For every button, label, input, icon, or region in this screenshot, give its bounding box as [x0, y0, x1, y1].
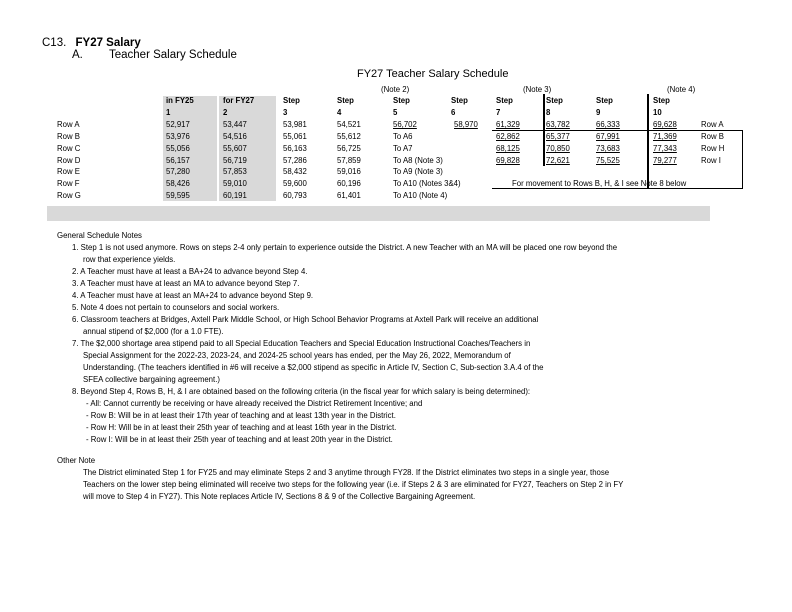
- cell: 60,196: [337, 179, 361, 188]
- cell: 79,277: [653, 156, 677, 165]
- note-7-cont: Understanding. (The teachers identified in #6 will receive a $2,000 stipend as specific in Article IV, Section C, Sub-section 3.A.4 of the: [83, 363, 544, 372]
- col6-step: 6: [451, 108, 456, 117]
- col4-header: Step: [337, 96, 354, 105]
- movement-note: For movement to Rows B, H, & I see Note 8 below: [512, 179, 687, 188]
- note-7-cont: Special Assignment for the 2022-23, 2023-24, and 2024-25 school years has ended, per the May 26, 2022, Memorandum of: [83, 351, 511, 360]
- note-6-cont: annual stipend of $2,000 (for a 1.0 FTE).: [83, 327, 224, 336]
- cell: 66,333: [596, 120, 620, 129]
- cell: 71,369: [653, 132, 677, 141]
- note-7: 7. The $2,000 shortage area stipend paid to all Special Education Teachers and Special Education Instructional Coaches/Teachers in: [72, 339, 531, 348]
- col8-header: Step: [546, 96, 563, 105]
- note-header-step8: (Note 3): [523, 85, 552, 94]
- cell: 56,719: [223, 156, 247, 165]
- cell: To A10 (Notes 3&4): [393, 179, 461, 188]
- cell: 52,917: [166, 120, 190, 129]
- cell: 63,782: [546, 120, 570, 129]
- col9-step: 9: [596, 108, 601, 117]
- table-title: FY27 Teacher Salary Schedule: [357, 68, 509, 80]
- row-label: Row F: [57, 179, 80, 188]
- separator-band: [47, 206, 710, 221]
- col6-header: Step: [451, 96, 468, 105]
- row-right-label: Row B: [701, 132, 724, 141]
- section-code: C13.: [42, 37, 67, 49]
- cell: 53,976: [166, 132, 190, 141]
- cell: 57,280: [166, 167, 190, 176]
- cell: 70,850: [546, 144, 570, 153]
- row-label: Row C: [57, 144, 81, 153]
- col8-step: 8: [546, 108, 551, 117]
- cell: 56,702: [393, 120, 417, 129]
- col2-step: 2: [223, 108, 228, 117]
- note-6: 6. Classroom teachers at Bridges, Axtell Park Middle School, or High School Behavior Programs at Axtell Park will receive an additional: [72, 315, 539, 324]
- cell: 72,621: [546, 156, 570, 165]
- cell: To A9 (Note 3): [393, 167, 443, 176]
- col1-header: in FY25: [166, 96, 194, 105]
- cell: 61,401: [337, 191, 361, 200]
- cell: 67,991: [596, 132, 620, 141]
- criteria-row-i: - Row I: Will be in at least their 25th year of teaching and at least 20th year in the District.: [86, 435, 393, 444]
- note-1-cont: row that experience yields.: [83, 255, 176, 264]
- note-8: 8. Beyond Step 4, Rows B, H, & I are obtained based on the following criteria (in the fiscal year for which salary is being determined):: [72, 387, 531, 396]
- cell: 56,725: [337, 144, 361, 153]
- sub-title: Teacher Salary Schedule: [109, 49, 237, 61]
- cell: 68,125: [496, 144, 520, 153]
- cell: 55,607: [223, 144, 247, 153]
- cell: 59,010: [223, 179, 247, 188]
- col5-header: Step: [393, 96, 410, 105]
- cell: 77,343: [653, 144, 677, 153]
- note-header-step5: (Note 2): [381, 85, 410, 94]
- cell: 55,612: [337, 132, 361, 141]
- criteria-row-h: - Row H: Will be in at least their 25th year of teaching and at least 16th year in the District.: [86, 423, 397, 432]
- section-header: [42, 37, 141, 49]
- cell: 55,061: [283, 132, 307, 141]
- row-label: Row D: [57, 156, 81, 165]
- col1-step: 1: [166, 108, 171, 117]
- note-header-step10: (Note 4): [667, 85, 696, 94]
- row-right-label: Row A: [701, 120, 724, 129]
- row-right-label: Row I: [701, 156, 721, 165]
- note-1: 1. Step 1 is not used anymore. Rows on steps 2-4 only pertain to experience outside the District. A new Teacher with an MA will be placed one row beyond the: [72, 243, 618, 252]
- general-notes-heading: General Schedule Notes: [57, 231, 142, 240]
- note-2: 2. A Teacher must have at least a BA+24 to advance beyond Step 4.: [72, 267, 308, 276]
- col4-step: 4: [337, 108, 342, 117]
- sub-letter: A.: [72, 49, 83, 61]
- cell: 56,163: [283, 144, 307, 153]
- col2-header: for FY27: [223, 96, 255, 105]
- cell: 53,447: [223, 120, 247, 129]
- row-label: Row G: [57, 191, 81, 200]
- other-note-line: The District eliminated Step 1 for FY25 and may eliminate Steps 2 and 3 anytime through FY28. If the District eliminates two steps in a single year, those: [83, 468, 610, 477]
- cell: 56,157: [166, 156, 190, 165]
- cell: 73,683: [596, 144, 620, 153]
- criteria-row-b: - Row B: Will be in at least their 17th year of teaching and at least 13th year in the District.: [86, 411, 396, 420]
- other-note-line: Teachers on the lower step being eliminated will receive two steps for the following year (i.e. if Steps 2 & 3 are eliminated for FY27, Teachers on Step 2 in FY: [83, 480, 624, 489]
- col5-step: 5: [393, 108, 398, 117]
- cell: 69,828: [496, 156, 520, 165]
- row-right-label: Row H: [701, 144, 725, 153]
- cell: 57,286: [283, 156, 307, 165]
- note-3: 3. A Teacher must have at least an MA to advance beyond Step 7.: [72, 279, 300, 288]
- col9-header: Step: [596, 96, 613, 105]
- cell: 61,329: [496, 120, 520, 129]
- cell: 65,377: [546, 132, 570, 141]
- cell: 58,432: [283, 167, 307, 176]
- row-label: Row E: [57, 167, 80, 176]
- cell: 69,628: [653, 120, 677, 129]
- criteria-all: - All: Cannot currently be receiving or have already received the District Retirement Incentive; and: [86, 399, 423, 408]
- cell: 62,862: [496, 132, 520, 141]
- col3-step: 3: [283, 108, 288, 117]
- note-4: 4. A Teacher must have at least an MA+24 to advance beyond Step 9.: [72, 291, 314, 300]
- col10-step: 10: [653, 108, 662, 117]
- cell: 54,521: [337, 120, 361, 129]
- note-7-cont: SFEA collective bargaining agreement.): [83, 375, 220, 384]
- col10-header: Step: [653, 96, 670, 105]
- cell: 58,426: [166, 179, 190, 188]
- col7-step: 7: [496, 108, 501, 117]
- cell: To A8 (Note 3): [393, 156, 443, 165]
- other-note-line: will move to Step 4 in FY27). This Note replaces Article IV, Sections 8 & 9 of the Collective Bargaining Agreement.: [83, 492, 476, 501]
- row-label: Row A: [57, 120, 80, 129]
- cell: 60,793: [283, 191, 307, 200]
- cell: 55,056: [166, 144, 190, 153]
- cell: 57,853: [223, 167, 247, 176]
- col7-header: Step: [496, 96, 513, 105]
- cell: 57,859: [337, 156, 361, 165]
- other-note-heading: Other Note: [57, 456, 96, 465]
- note-5: 5. Note 4 does not pertain to counselors and social workers.: [72, 303, 280, 312]
- cell: 60,191: [223, 191, 247, 200]
- cell: To A6: [393, 132, 413, 141]
- section-title: FY27 Salary: [75, 37, 141, 49]
- cell: 53,981: [283, 120, 307, 129]
- cell: To A7: [393, 144, 413, 153]
- cell: To A10 (Note 4): [393, 191, 448, 200]
- cell: 59,595: [166, 191, 190, 200]
- row-label: Row B: [57, 132, 80, 141]
- col3-header: Step: [283, 96, 300, 105]
- cell: 54,516: [223, 132, 247, 141]
- cell: 58,970: [454, 120, 478, 129]
- cell: 59,016: [337, 167, 361, 176]
- cell: 59,600: [283, 179, 307, 188]
- cell: 75,525: [596, 156, 620, 165]
